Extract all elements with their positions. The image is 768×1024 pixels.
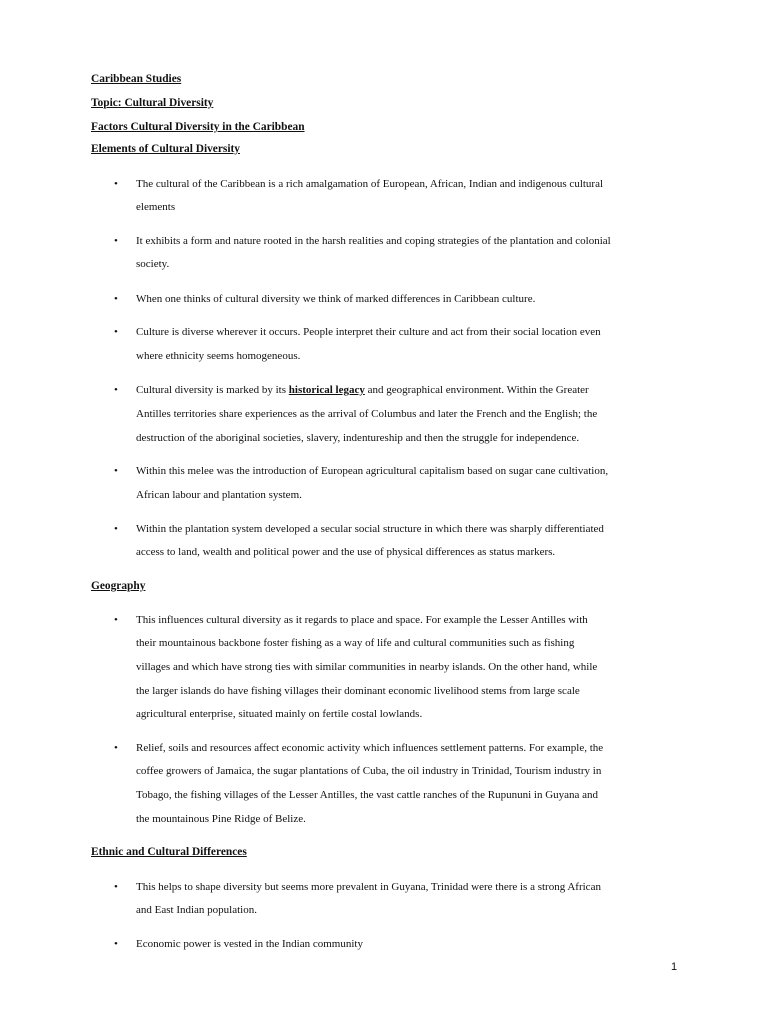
page-number: 1: [671, 961, 678, 973]
list-item-text: agricultural enterprise, situated mainly on fertile costal lowlands.: [136, 708, 423, 720]
list-item-text: Antilles territories share experiences as the arrival of Columbus and later the French and the English; the: [136, 408, 598, 420]
list-item-text: the mountainous Pine Ridge of Belize.: [136, 813, 306, 825]
factors-heading: Factors Cultural Diversity in the Caribbean: [91, 121, 305, 133]
list-item-text: This influences cultural diversity as it regards to place and space. For example the Lesser Antilles with: [136, 614, 588, 626]
list-item-text: villages and which have strong ties with similar communities in nearby islands. On the other hand, while: [136, 661, 598, 673]
bullet-icon: •: [114, 938, 118, 950]
bullet-icon: •: [114, 465, 118, 477]
list-item-text: [136, 383, 589, 397]
emphasized-term: historical legacy: [288, 384, 365, 396]
bullet-icon: •: [114, 614, 118, 626]
list-item-text: where ethnicity seems homogeneous.: [136, 350, 301, 362]
list-item-text: society.: [136, 258, 170, 270]
list-item-text: This helps to shape diversity but seems more prevalent in Guyana, Trinidad were there is a strong African: [136, 881, 601, 893]
elements-heading: Elements of Cultural Diversity: [91, 143, 241, 155]
bullet-icon: •: [114, 384, 118, 396]
text-fragment: and geographical environment. Within the Greater: [364, 384, 589, 396]
ethnic-heading: Ethnic and Cultural Differences: [91, 846, 247, 858]
list-item-text: elements: [136, 201, 176, 213]
list-item-text: access to land, wealth and political power and the use of physical differences as status markers.: [136, 546, 556, 558]
bullet-icon: •: [114, 881, 118, 893]
list-item-text: It exhibits a form and nature rooted in the harsh realities and coping strategies of the plantation and colonial: [136, 235, 611, 247]
topic-heading: Topic: Cultural Diversity: [91, 97, 214, 109]
bullet-icon: •: [114, 742, 118, 754]
list-item-text: Tobago, the fishing villages of the Lesser Antilles, the vast cattle ranches of the Rupununi in Guyana and: [136, 789, 599, 801]
list-item-text: Within the plantation system developed a secular social structure in which there was sharply differentiated: [136, 523, 604, 535]
list-item-text: their mountainous backbone foster fishing as a way of life and cultural communities such as fishing: [136, 637, 575, 649]
subject-heading: Caribbean Studies: [91, 73, 182, 85]
bullet-icon: •: [114, 293, 118, 305]
list-item-text: coffee growers of Jamaica, the sugar plantations of Cuba, the oil industry in Trinidad, Tourism industry in: [136, 765, 602, 777]
list-item-text: Economic power is vested in the Indian community: [136, 938, 363, 950]
list-item-text: When one thinks of cultural diversity we think of marked differences in Caribbean culture.: [136, 293, 536, 305]
bullet-icon: •: [114, 235, 118, 247]
bullet-icon: •: [114, 326, 118, 338]
geography-heading: Geography: [91, 580, 146, 592]
bullet-icon: •: [114, 178, 118, 190]
list-item-text: African labour and plantation system.: [136, 489, 302, 501]
list-item-text: and East Indian population.: [136, 904, 257, 916]
list-item-text: the larger islands do have fishing villages their dominant economic livelihood stems from large scale: [136, 685, 580, 697]
text-fragment: Cultural diversity is marked by its: [136, 384, 289, 396]
list-item-text: The cultural of the Caribbean is a rich amalgamation of European, African, Indian and indigenous cultural: [136, 178, 604, 190]
list-item-text: destruction of the aboriginal societies, slavery, indentureship and then the struggle for independence.: [136, 432, 580, 444]
list-item-text: Relief, soils and resources affect economic activity which influences settlement patterns. For example, the: [136, 742, 604, 754]
bullet-icon: •: [114, 523, 118, 535]
list-item-text: Within this melee was the introduction of European agricultural capitalism based on sugar cane cultivation,: [136, 465, 609, 477]
list-item-text: Culture is diverse wherever it occurs. People interpret their culture and act from their social location even: [136, 326, 601, 338]
